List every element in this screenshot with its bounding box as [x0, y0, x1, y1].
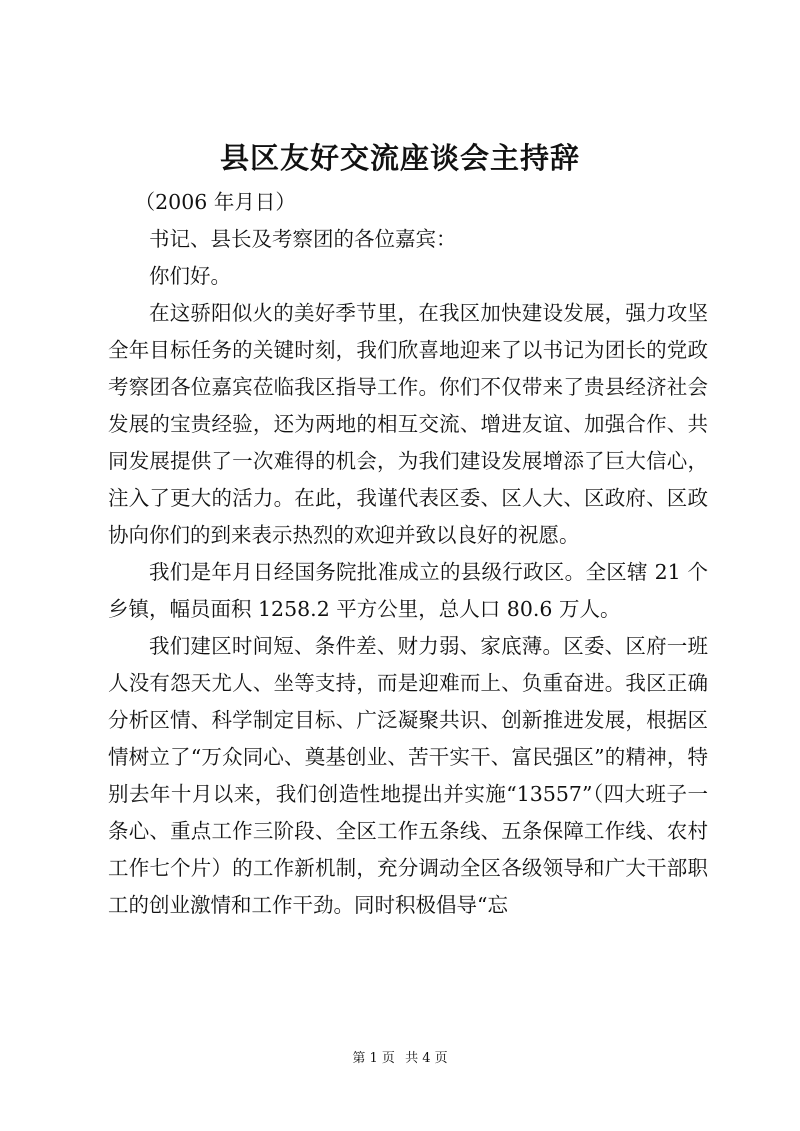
greeting: 你们好。 [149, 264, 231, 288]
page-number: 第 1 页 [352, 1051, 395, 1066]
document-body [108, 184, 708, 924]
paragraph-work-mechanism: 我们建区时间短、条件差、财力弱、家底薄。区委、区府一班人没有怨天尤人、坐等支持，而是迎难而上、负重奋进。我区正确分析区情、科学制定目标、广泛凝聚共识、创新推进发展，根据区情树立了“万众同心、奠基创业、苦干实干、富民强区”的精神，特别去年十月以来，我们创造性地提出并实施“13557”（四大班子一条心、重点工作三阶段、全区工作五条线、五条保障工作线、农村工作七个片）的工作新机制，充分调动全区各级领导和广大干部职工的创业激情和工作干劲。同时积极倡导“忘 [108, 634, 708, 917]
date-line: （2006 年月日） [134, 190, 296, 214]
paragraph-welcome: 在这骄阳似火的美好季节里，在我区加快建设发展，强力攻坚全年目标任务的关键时刻，我们欣喜地迎来了以书记为团长的党政考察团各位嘉宾莅临我区指导工作。你们不仅带来了贵县经济社会发展的宝贵经验，还为两地的相互交流、增进友谊、加强合作、共同发展提供了一次难得的机会，为我们建设发展增添了巨大信心，注入了更大的活力。在此，我谨代表区委、区人大、区政府、区政协向你们的到来表示热烈的欢迎并致以良好的祝愿。 [108, 301, 708, 547]
page-footer [0, 1050, 800, 1068]
paragraph-district-overview: 我们是年月日经国务院批准成立的县级行政区。全区辖 21 个乡镇，幅员面积 1258.2 平方公里，总人口 80.6 万人。 [108, 560, 708, 621]
document-title: 县区友好交流座谈会主持辞 [219, 141, 580, 175]
salutation: 书记、县长及考察团的各位嘉宾： [149, 227, 457, 251]
page-total: 共 4 页 [405, 1051, 448, 1066]
